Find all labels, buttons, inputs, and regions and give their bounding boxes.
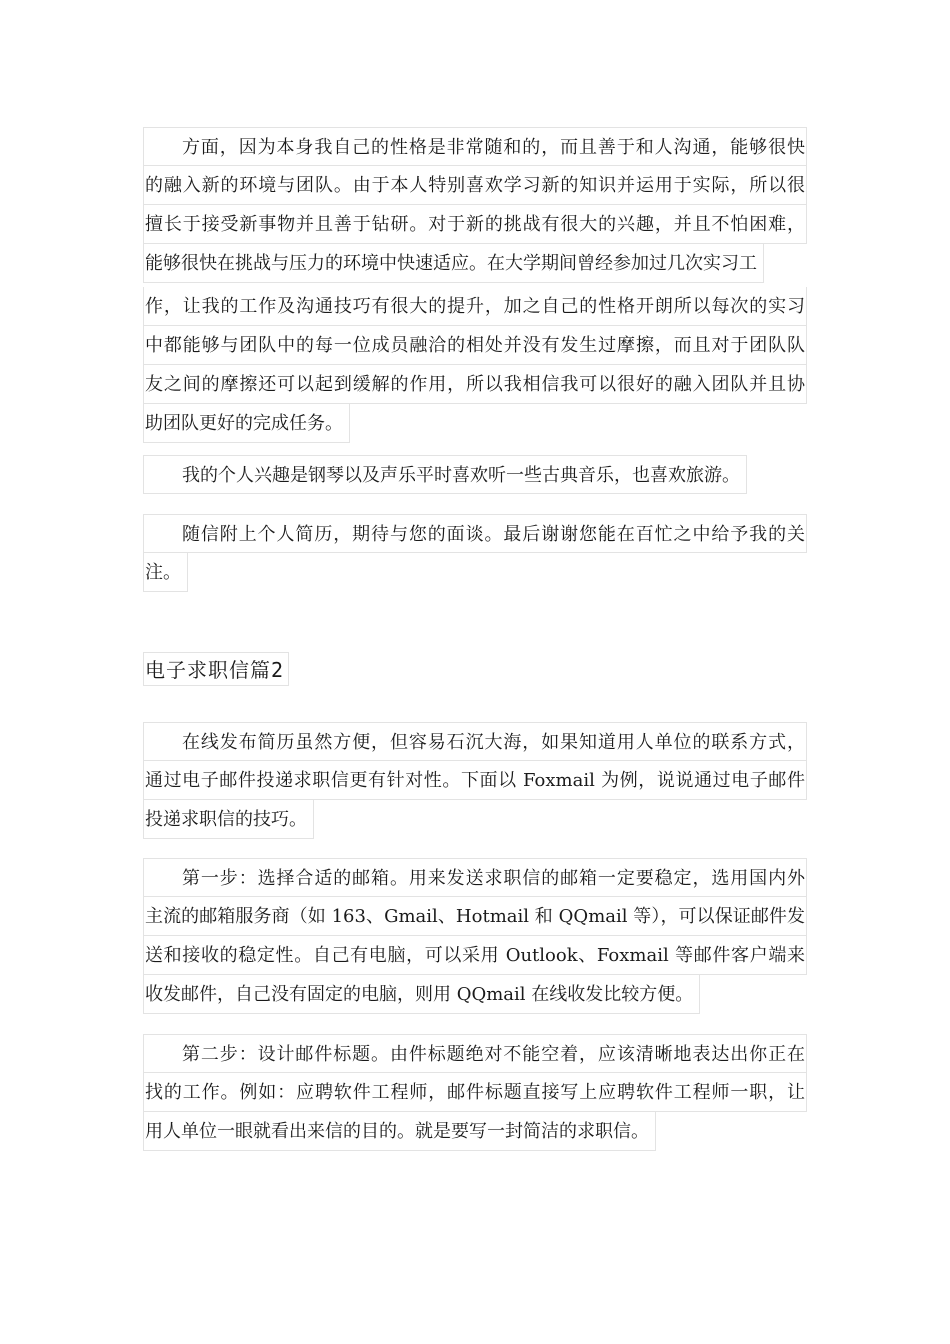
paragraph-personality [143, 127, 807, 447]
text-line: 友之间的摩擦还可以起到缓解的作用，所以我相信我可以很好的融入团队并且协 [143, 365, 807, 404]
text-line: 能够很快在挑战与压力的环境中快速适应。在大学期间曾经参加过几次实习工 [143, 244, 764, 283]
text-line: 随信附上个人简历，期待与您的面谈。最后谢谢您能在百忙之中给予我的关 [143, 514, 807, 553]
paragraph-intro [143, 722, 807, 843]
text-line: 方面，因为本身我自己的性格是非常随和的，而且善于和人沟通，能够很快 [143, 127, 807, 166]
text-line: 作，让我的工作及沟通技巧有很大的提升，加之自己的性格开朗所以每次的实习 [143, 287, 807, 326]
paragraph-interests [143, 455, 807, 498]
text-line: 注。 [143, 553, 188, 592]
section-heading: 电子求职信篇2 [143, 652, 289, 686]
text-line: 擅长于接受新事物并且善于钻研。对于新的挑战有很大的兴趣，并且不怕困难， [143, 205, 807, 244]
text-line: 第一步：选择合适的邮箱。用来发送求职信的邮箱一定要稳定，选用国内外 [143, 858, 807, 897]
text-line: 主流的邮箱服务商（如 163、Gmail、Hotmail 和 QQmail 等），可以保证邮件发 [143, 897, 807, 936]
text-line: 中都能够与团队中的每一位成员融洽的相处并没有发生过摩擦，而且对于团队队 [143, 326, 807, 365]
text-line: 用人单位一眼就看出来信的目的。就是要写一封简洁的求职信。 [143, 1112, 656, 1151]
paragraph-closing [143, 514, 807, 596]
text-line: 第二步：设计邮件标题。由件标题绝对不能空着，应该清晰地表达出你正在 [143, 1034, 807, 1073]
text-line: 我的个人兴趣是钢琴以及声乐平时喜欢听一些古典音乐，也喜欢旅游。 [143, 455, 747, 494]
paragraph-step-one [143, 858, 807, 1018]
text-line: 投递求职信的技巧。 [143, 800, 314, 839]
text-line: 在线发布简历虽然方便，但容易石沉大海，如果知道用人单位的联系方式， [143, 722, 807, 761]
text-line: 通过电子邮件投递求职信更有针对性。下面以 Foxmail 为例，说说通过电子邮件 [143, 761, 807, 800]
text-line: 送和接收的稳定性。自己有电脑，可以采用 Outlook、Foxmail 等邮件客户端来 [143, 936, 807, 975]
text-line: 助团队更好的完成任务。 [143, 404, 350, 443]
text-line: 的融入新的环境与团队。由于本人特别喜欢学习新的知识并运用于实际，所以很 [143, 166, 807, 205]
text-line: 收发邮件，自己没有固定的电脑，则用 QQmail 在线收发比较方便。 [143, 975, 700, 1014]
text-line: 找的工作。例如：应聘软件工程师，邮件标题直接写上应聘软件工程师一职，让 [143, 1073, 807, 1112]
paragraph-step-two [143, 1034, 807, 1155]
